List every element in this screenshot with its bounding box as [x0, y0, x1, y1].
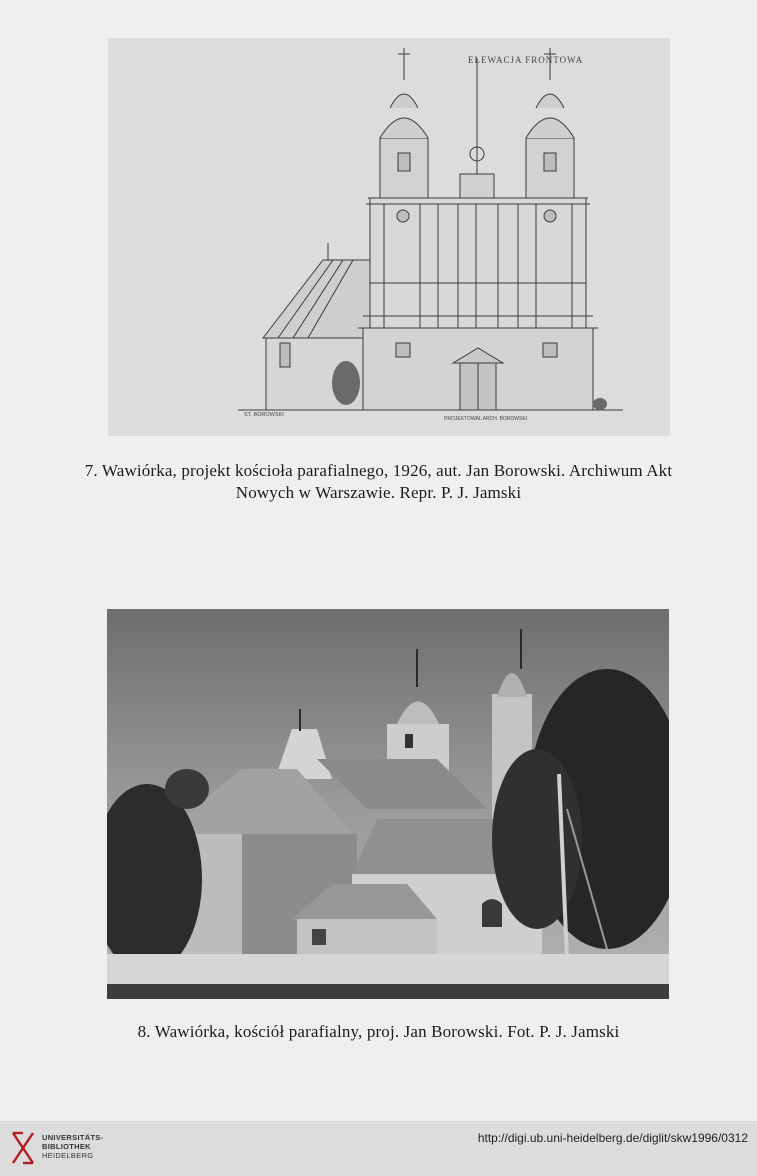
figure-7-caption-line-2: Nowych w Warszawie. Repr. P. J. Jamski [235, 483, 522, 502]
permalink-url[interactable]: http://digi.ub.uni-heidelberg.de/diglit/skw1996/0312 [477, 1131, 748, 1145]
figure-7-caption [50, 460, 707, 504]
church-photo-svg [107, 609, 669, 999]
library-logo-icon [9, 1129, 37, 1167]
figure-7-elevation-drawing [108, 38, 670, 436]
drawing-footer-left: ST. BOROWSKI [244, 412, 284, 418]
logo-line-2: BIBLIOTHEK [42, 1142, 91, 1151]
logo-line-3: HEIDELBERG [42, 1151, 94, 1160]
figure-8-caption: 8. Wawiórka, kościół parafialny, proj. Jan Borowski. Fot. P. J. Jamski [137, 1022, 620, 1041]
elevation-drawing-svg [108, 38, 670, 436]
figure-7-caption-line-1: 7. Wawiórka, projekt kościoła parafialnego, 1926, aut. Jan Borowski. Archiwum Akt [84, 461, 673, 480]
logo-line-1: UNIVERSITÄTS- [42, 1133, 104, 1142]
drawing-heading: ELEWACJA FRONTOWA [468, 55, 584, 65]
figure-8-church-photo [107, 609, 669, 999]
library-footer [0, 1121, 757, 1176]
drawing-footer-center: PROJEKTOWAŁ ARCH. BOROWSKI [444, 416, 528, 422]
library-logo-text [42, 1133, 103, 1160]
